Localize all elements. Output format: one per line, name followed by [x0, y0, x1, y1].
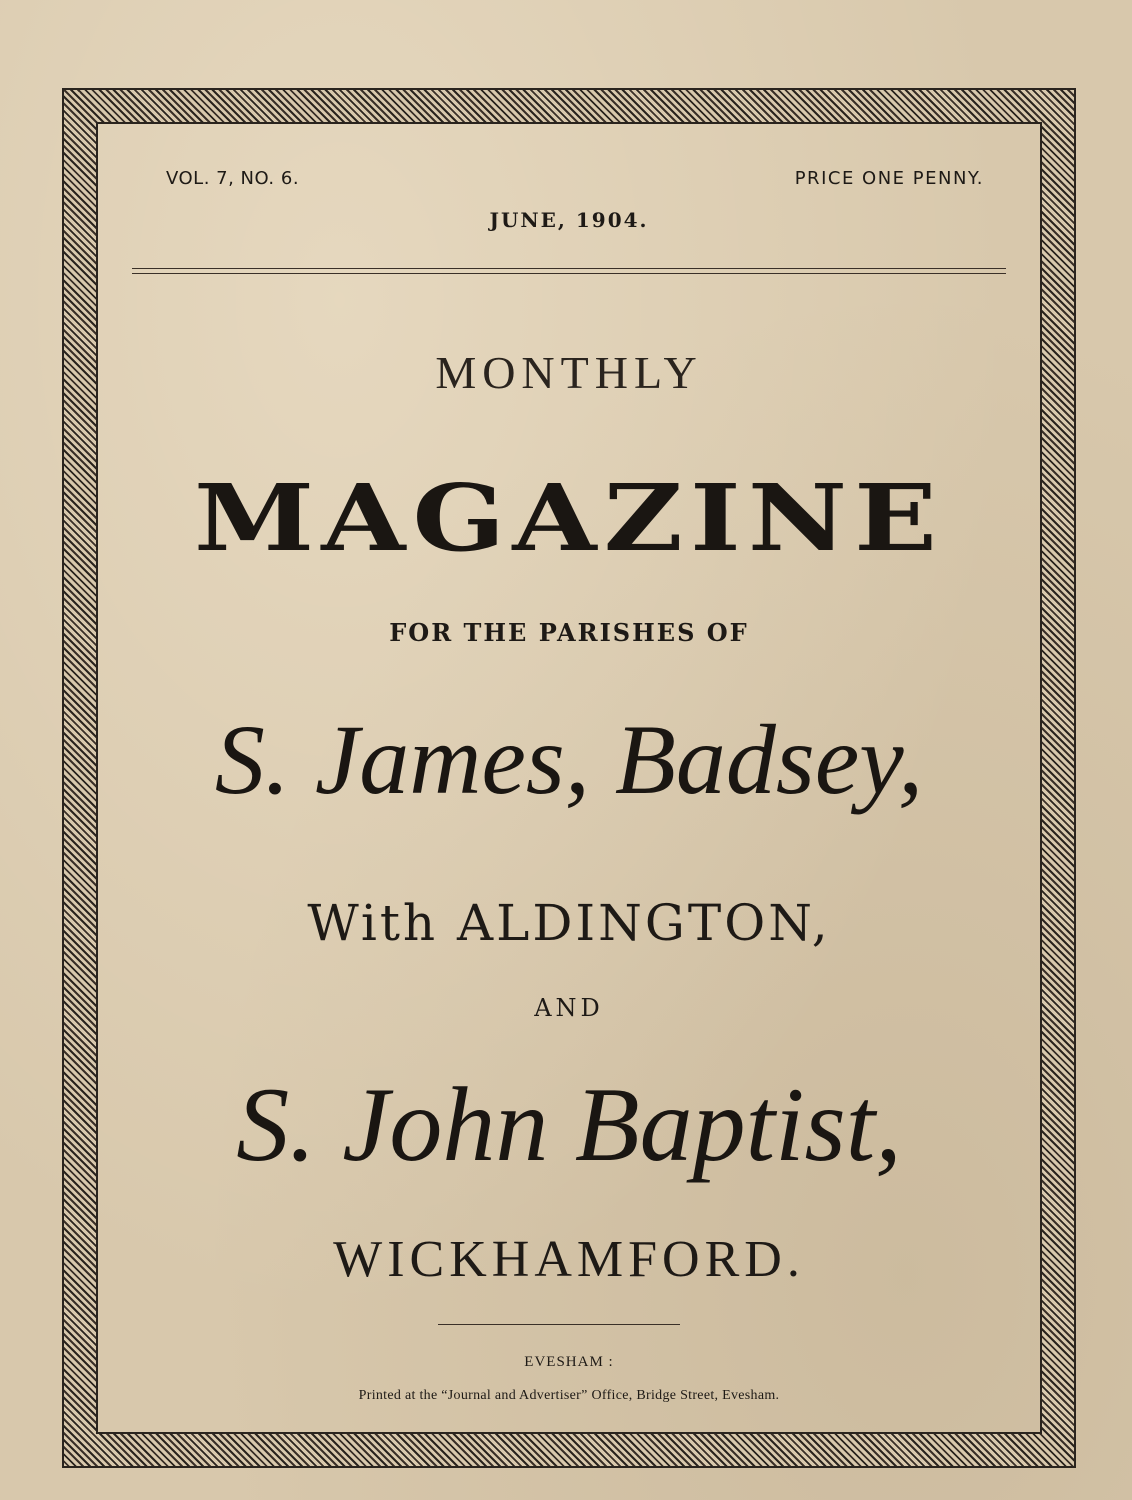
parish-badsey: S. James, Badsey,	[214, 704, 924, 815]
price-label: PRICE ONE PENNY.	[794, 168, 984, 189]
volume-number: VOL. 7, NO. 6.	[166, 168, 300, 189]
for-parishes-label: FOR THE PARISHES OF	[389, 618, 749, 647]
header-double-rule	[132, 268, 1006, 274]
and-label: AND	[534, 994, 604, 1022]
parish-john-baptist: S. John Baptist,	[236, 1066, 902, 1183]
imprint-place: EVESHAM :	[524, 1354, 614, 1370]
printer-imprint: Printed at the “Journal and Advertiser” Office, Bridge Street, Evesham.	[358, 1388, 780, 1403]
cover-content	[98, 124, 1040, 1432]
with-aldington: With ALDINGTON,	[307, 894, 831, 952]
issue-date: JUNE, 1904.	[489, 208, 649, 232]
title-monthly: MONTHLY	[435, 347, 703, 398]
title-magazine: MAGAZINE	[193, 464, 944, 572]
footer-rule	[438, 1324, 680, 1325]
wickhamford: WICKHAMFORD.	[333, 1231, 805, 1288]
